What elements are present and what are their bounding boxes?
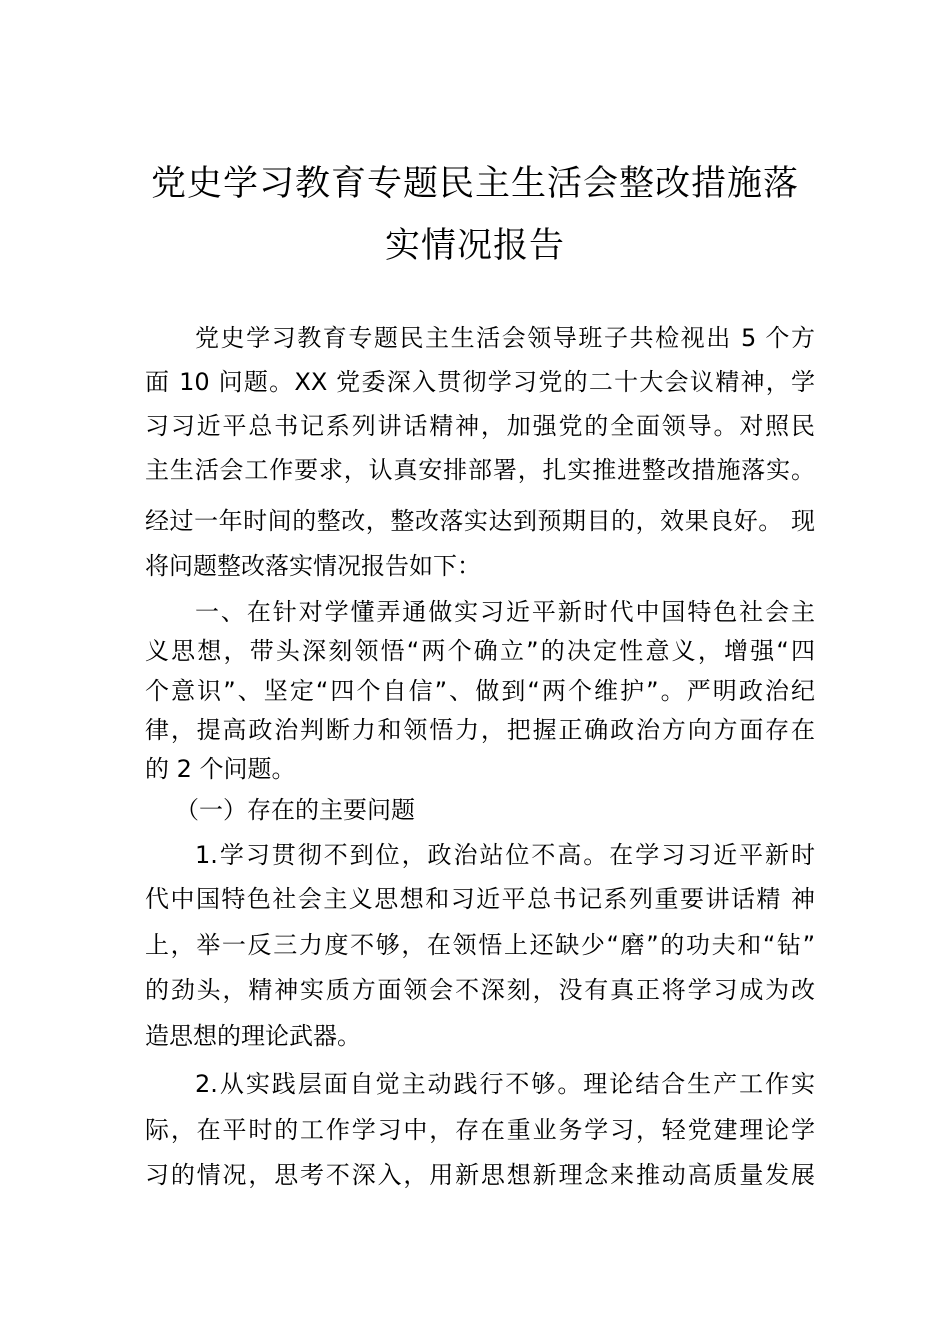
- document-title-line-2: 实情况报告: [384, 226, 565, 266]
- paragraph-3-line-5: 造思想的理论武器。: [145, 1022, 361, 1050]
- paragraph-4-line-1: 2.从实践层面自觉主动践行不够。理论结合生产工作实: [195, 1070, 815, 1098]
- paragraph-3-line-2: 代中国特色社会主义思想和习近平总书记系列重要讲话精 神: [145, 885, 815, 913]
- paragraph-2-line-4: 律，提高政治判断力和领悟力，把握正确政治方向方面存在: [145, 716, 815, 744]
- paragraph-2-line-1: 一、在针对学懂弄通做实习近平新时代中国特色社会主: [195, 598, 815, 626]
- paragraph-1-line-1: 党史学习教育专题民主生活会领导班子共检视出 5 个方: [195, 324, 815, 352]
- paragraph-2-line-2: 义思想，带头深刻领悟“两个确立”的决定性意义，增强“四: [145, 637, 815, 665]
- paragraph-3-line-4: 的劲头，精神实质方面领会不深刻，没有真正将学习成为改: [145, 976, 815, 1004]
- paragraph-3-line-1: 1.学习贯彻不到位，政治站位不高。在学习习近平新时: [195, 841, 815, 869]
- paragraph-1-line-3: 习习近平总书记系列讲话精神，加强党的全面领导。对照民: [145, 412, 815, 440]
- paragraph-1-line-2: 面 10 问题。XX 党委深入贯彻学习党的二十大会议精神，学: [145, 368, 815, 396]
- paragraph-2-line-3: 个意识”、坚定“四个自信”、做到“两个维护”。严明政治纪: [145, 677, 815, 705]
- paragraph-1-line-6: 将问题整改落实情况报告如下：: [145, 552, 481, 580]
- paragraph-4-line-3: 习的情况，思考不深入，用新思想新理念来推动高质量发展: [145, 1161, 815, 1189]
- section-heading: （一）存在的主要问题: [175, 796, 415, 824]
- paragraph-1-line-5: 经过一年时间的整改，整改落实达到预期目的，效果良好。 现: [145, 507, 815, 535]
- paragraph-4-line-2: 际，在平时的工作学习中，存在重业务学习，轻党建理论学: [145, 1116, 815, 1144]
- document-title-line-1: 党史学习教育专题民主生活会整改措施落: [150, 164, 799, 204]
- paragraph-3-line-3: 上，举一反三力度不够，在领悟上还缺少“磨”的功夫和“钻”: [145, 931, 815, 959]
- paragraph-2-line-5: 的 2 个问题。: [145, 755, 296, 783]
- paragraph-1-line-4: 主生活会工作要求，认真安排部署，扎实推进整改措施落实。: [145, 456, 815, 484]
